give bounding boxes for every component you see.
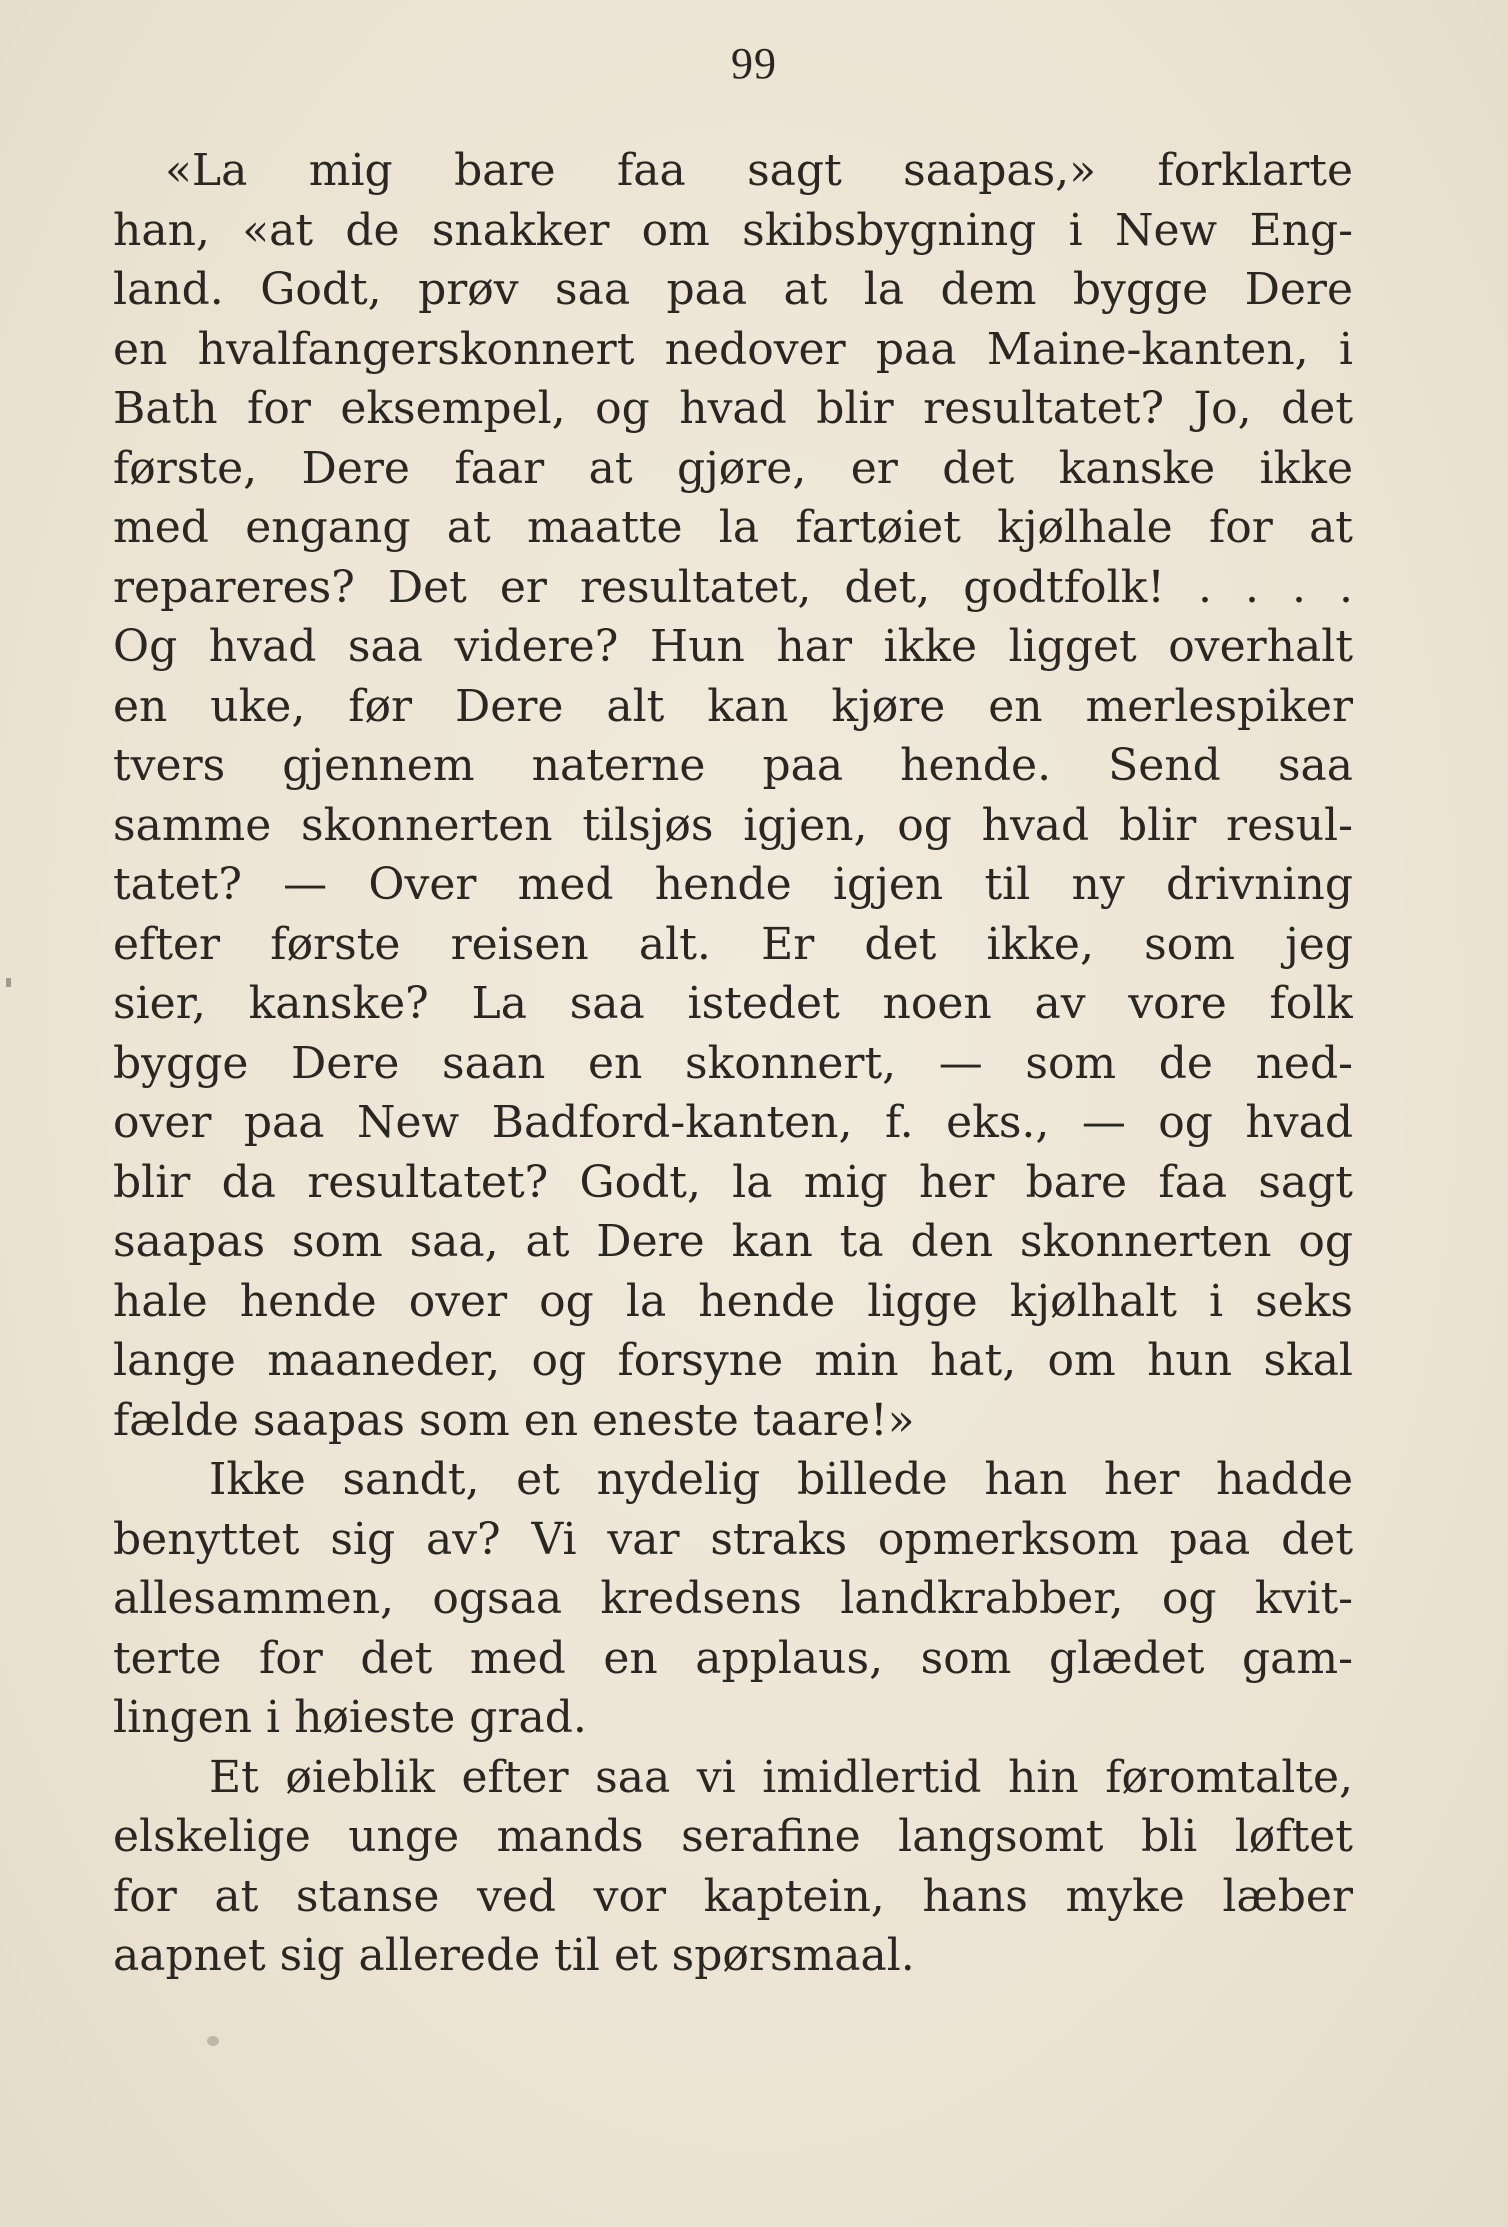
text-line: tatet? — Over med hende igjen til ny drivning: [113, 859, 1353, 910]
text-line: aapnet sig allerede til et spørsmaal.: [113, 1930, 915, 1981]
text-line: sier, kanske? La saa istedet noen av vore folk: [113, 978, 1353, 1029]
ink-smudge: [207, 2036, 219, 2046]
page-number: 99: [731, 39, 777, 88]
text-line: land. Godt, prøv saa paa at la dem bygge Dere: [113, 264, 1353, 315]
body-text: [113, 141, 1353, 1986]
text-line: hale hende over og la hende ligge kjølhalt i seks: [113, 1275, 1353, 1327]
text-line: terte for det med en applaus, som glædet gam-: [113, 1632, 1353, 1684]
text-line: efter første reisen alt. Er det ikke, som jeg: [113, 918, 1353, 970]
text-line: Bath for eksempel, og hvad blir resultatet? Jo, det: [113, 383, 1353, 434]
text-line: tvers gjennem naterne paa hende. Send saa: [113, 740, 1353, 791]
text-line: benyttet sig av? Vi var straks opmerksom paa det: [113, 1513, 1353, 1565]
text-line: allesammen, ogsaa kredsens landkrabber, og kvit-: [113, 1573, 1353, 1624]
text-line: for at stanse ved vor kaptein, hans myke læber: [113, 1870, 1353, 1922]
text-line: Ikke sandt, et nydelig billede han her hadde: [209, 1454, 1353, 1505]
text-line: han, «at de snakker om skibsbygning i New Eng-: [113, 204, 1353, 256]
text-line: blir da resultatet? Godt, la mig her bare faa sagt: [113, 1156, 1353, 1208]
text-line: saapas som saa, at Dere kan ta den skonnerten og: [113, 1216, 1353, 1267]
text-line: bygge Dere saan en skonnert, — som de ned-: [113, 1037, 1353, 1089]
text-line: elskelige unge mands serafine langsomt bli løftet: [113, 1811, 1353, 1862]
text-line: «La mig bare faa sagt saapas,» forklarte: [165, 145, 1353, 196]
text-line: Og hvad saa videre? Hun har ikke ligget overhalt: [113, 621, 1353, 672]
text-line: samme skonnerten tilsjøs igjen, og hvad blir resul-: [113, 799, 1353, 851]
text-line: en uke, før Dere alt kan kjøre en merlespiker: [113, 680, 1353, 732]
text-line: Et øieblik efter saa vi imidlertid hin føromtalte,: [209, 1751, 1353, 1803]
text-line: lingen i høieste grad.: [113, 1692, 587, 1743]
text-line: med engang at maatte la fartøiet kjølhale for at: [113, 502, 1353, 553]
text-line: fælde saapas som en eneste taare!»: [113, 1394, 915, 1446]
text-line: lange maaneder, og forsyne min hat, om hun skal: [113, 1335, 1353, 1386]
margin-speck: [6, 978, 11, 987]
text-line: en hvalfangerskonnert nedover paa Maine-kanten, i: [113, 323, 1353, 375]
text-line: over paa New Badford-kanten, f. eks., — og hvad: [113, 1097, 1353, 1148]
text-line: første, Dere faar at gjøre, er det kanske ikke: [113, 442, 1353, 494]
text-line: repareres? Det er resultatet, det, godtfolk! . . . .: [113, 561, 1353, 613]
